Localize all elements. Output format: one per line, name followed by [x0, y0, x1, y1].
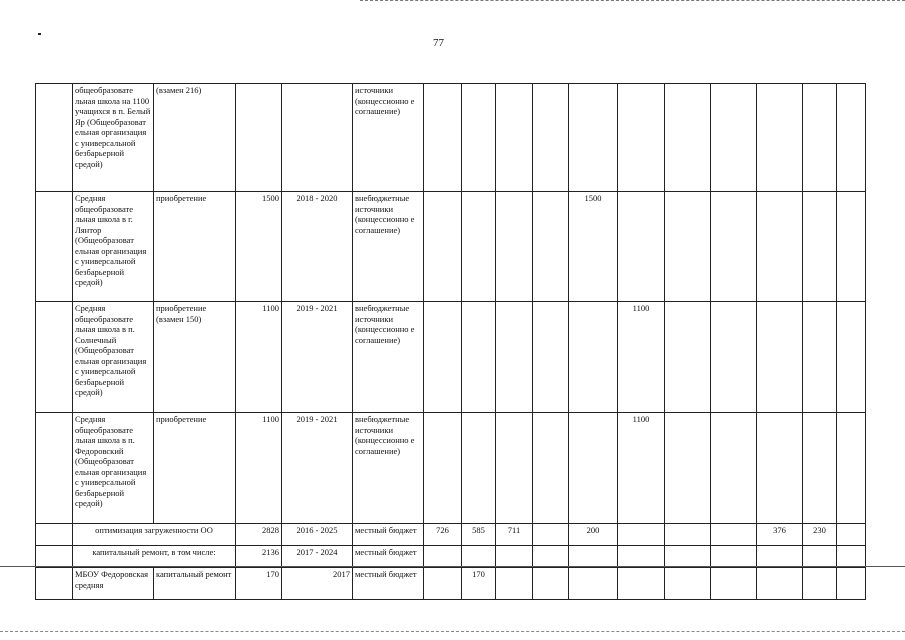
- value-cell: [618, 546, 665, 568]
- row-index-cell: [36, 546, 73, 568]
- capacity-cell: 2828: [236, 524, 282, 546]
- value-cell: [533, 84, 569, 192]
- value-cell: [424, 546, 462, 568]
- table-row: [36, 568, 866, 600]
- capacity-cell: 1100: [236, 302, 282, 413]
- row-index-cell: [36, 84, 73, 192]
- object-name-cell: Средняя общеобразовате льная школа в п. Федоровский (Общеобразоват ельная организация с универсальной безбарьерной средой): [73, 413, 154, 524]
- capacity-cell: 1100: [236, 413, 282, 524]
- value-cell: 585: [462, 524, 496, 546]
- value-cell: [837, 84, 866, 192]
- value-cell: [803, 568, 837, 600]
- value-cell: [757, 302, 803, 413]
- period-cell: 2017: [282, 568, 353, 600]
- value-cell: [569, 546, 618, 568]
- value-cell: [665, 302, 711, 413]
- value-cell: [496, 302, 533, 413]
- value-cell: [665, 413, 711, 524]
- period-cell: 2019 - 2021: [282, 413, 353, 524]
- value-cell: [665, 568, 711, 600]
- value-cell: [711, 302, 757, 413]
- value-cell: [757, 413, 803, 524]
- value-cell: [757, 546, 803, 568]
- capacity-cell: [236, 84, 282, 192]
- activity-type-cell: приобретение: [154, 413, 236, 524]
- value-cell: 200: [569, 524, 618, 546]
- value-cell: 376: [757, 524, 803, 546]
- row-index-cell: [36, 568, 73, 600]
- value-cell: [533, 413, 569, 524]
- period-cell: [282, 84, 353, 192]
- object-name-cell: Средняя общеобразовате льная школа в п. Солнечный (Общеобразоват ельная организация с универсальной безбарьерной средой): [73, 302, 154, 413]
- value-cell: [533, 568, 569, 600]
- value-cell: [803, 192, 837, 302]
- row-index-cell: [36, 192, 73, 302]
- value-cell: 1500: [569, 192, 618, 302]
- value-cell: 230: [803, 524, 837, 546]
- value-cell: [803, 546, 837, 568]
- value-cell: 711: [496, 524, 533, 546]
- value-cell: [533, 546, 569, 568]
- table-row: [36, 302, 866, 413]
- row-index-cell: [36, 524, 73, 546]
- table-row: [36, 84, 866, 192]
- capacity-cell: 2136: [236, 546, 282, 568]
- activity-type-cell: капитальный ремонт: [154, 568, 236, 600]
- value-cell: 170: [462, 568, 496, 600]
- value-cell: [711, 568, 757, 600]
- activity-type-cell: приобретение: [154, 192, 236, 302]
- summary-label-cell: оптимизация загруженности ОО: [73, 524, 236, 546]
- value-cell: [618, 568, 665, 600]
- value-cell: [711, 192, 757, 302]
- summary-label-cell: капитальный ремонт, в том числе:: [73, 546, 236, 568]
- value-cell: [424, 192, 462, 302]
- value-cell: [424, 568, 462, 600]
- value-cell: [533, 524, 569, 546]
- object-name-cell: Средняя общеобразовате льная школа в г. Лянтор (Общеобразоват ельная организация с универсальной безбарьерной средой): [73, 192, 154, 302]
- value-cell: [496, 192, 533, 302]
- value-cell: [533, 302, 569, 413]
- row-index-cell: [36, 413, 73, 524]
- value-cell: [803, 84, 837, 192]
- value-cell: [462, 192, 496, 302]
- value-cell: [569, 413, 618, 524]
- value-cell: [665, 546, 711, 568]
- funding-source-cell: внебюджетные источники (концессионно е соглашение): [353, 302, 424, 413]
- funding-source-cell: источники (концессионно е соглашение): [353, 84, 424, 192]
- value-cell: [837, 413, 866, 524]
- value-cell: [496, 546, 533, 568]
- value-cell: [711, 84, 757, 192]
- object-name-cell: общеобразовате льная школа на 1100 учащихся в п. Белый Яр (Общеобразоват ельная организация с универсальной безбарьерной средой): [73, 84, 154, 192]
- value-cell: [665, 192, 711, 302]
- value-cell: [618, 84, 665, 192]
- value-cell: [462, 546, 496, 568]
- scan-speck: [38, 33, 41, 35]
- value-cell: [711, 524, 757, 546]
- value-cell: [837, 546, 866, 568]
- value-cell: [496, 84, 533, 192]
- capacity-cell: 170: [236, 568, 282, 600]
- table-row: [36, 192, 866, 302]
- scan-edge-top: [360, 0, 905, 3]
- value-cell: [618, 192, 665, 302]
- value-cell: [665, 524, 711, 546]
- value-cell: [424, 302, 462, 413]
- value-cell: [803, 302, 837, 413]
- value-cell: [837, 524, 866, 546]
- value-cell: [665, 84, 711, 192]
- value-cell: [618, 524, 665, 546]
- funding-source-cell: местный бюджет: [353, 524, 424, 546]
- value-cell: [496, 568, 533, 600]
- funding-source-cell: внебюджетные источники (концессионно е соглашение): [353, 413, 424, 524]
- value-cell: [711, 413, 757, 524]
- value-cell: [837, 192, 866, 302]
- page-number: 77: [433, 37, 444, 49]
- period-cell: 2018 - 2020: [282, 192, 353, 302]
- value-cell: [569, 84, 618, 192]
- scan-edge-bottom: [0, 631, 905, 634]
- funding-source-cell: местный бюджет: [353, 546, 424, 568]
- value-cell: [757, 84, 803, 192]
- funding-source-cell: местный бюджет: [353, 568, 424, 600]
- table-row: [36, 413, 866, 524]
- value-cell: [462, 413, 496, 524]
- value-cell: 726: [424, 524, 462, 546]
- summary-row: [36, 524, 866, 546]
- scan-artifact-line: [0, 566, 905, 567]
- value-cell: [837, 302, 866, 413]
- value-cell: [424, 84, 462, 192]
- value-cell: 1100: [618, 302, 665, 413]
- value-cell: [462, 84, 496, 192]
- value-cell: [711, 546, 757, 568]
- period-cell: 2017 - 2024: [282, 546, 353, 568]
- data-table: [35, 83, 866, 600]
- value-cell: [462, 302, 496, 413]
- object-name-cell: МБОУ Федоровская средняя: [73, 568, 154, 600]
- value-cell: [533, 192, 569, 302]
- period-cell: 2019 - 2021: [282, 302, 353, 413]
- value-cell: [757, 568, 803, 600]
- activity-type-cell: (взамен 216): [154, 84, 236, 192]
- value-cell: [803, 413, 837, 524]
- activity-type-cell: приобретение (взамен 150): [154, 302, 236, 413]
- value-cell: [569, 568, 618, 600]
- period-cell: 2016 - 2025: [282, 524, 353, 546]
- value-cell: [424, 413, 462, 524]
- value-cell: [569, 302, 618, 413]
- summary-row: [36, 546, 866, 568]
- value-cell: [757, 192, 803, 302]
- value-cell: [496, 413, 533, 524]
- value-cell: [837, 568, 866, 600]
- row-index-cell: [36, 302, 73, 413]
- value-cell: 1100: [618, 413, 665, 524]
- capacity-cell: 1500: [236, 192, 282, 302]
- funding-source-cell: внебюджетные источники (концессионно е соглашение): [353, 192, 424, 302]
